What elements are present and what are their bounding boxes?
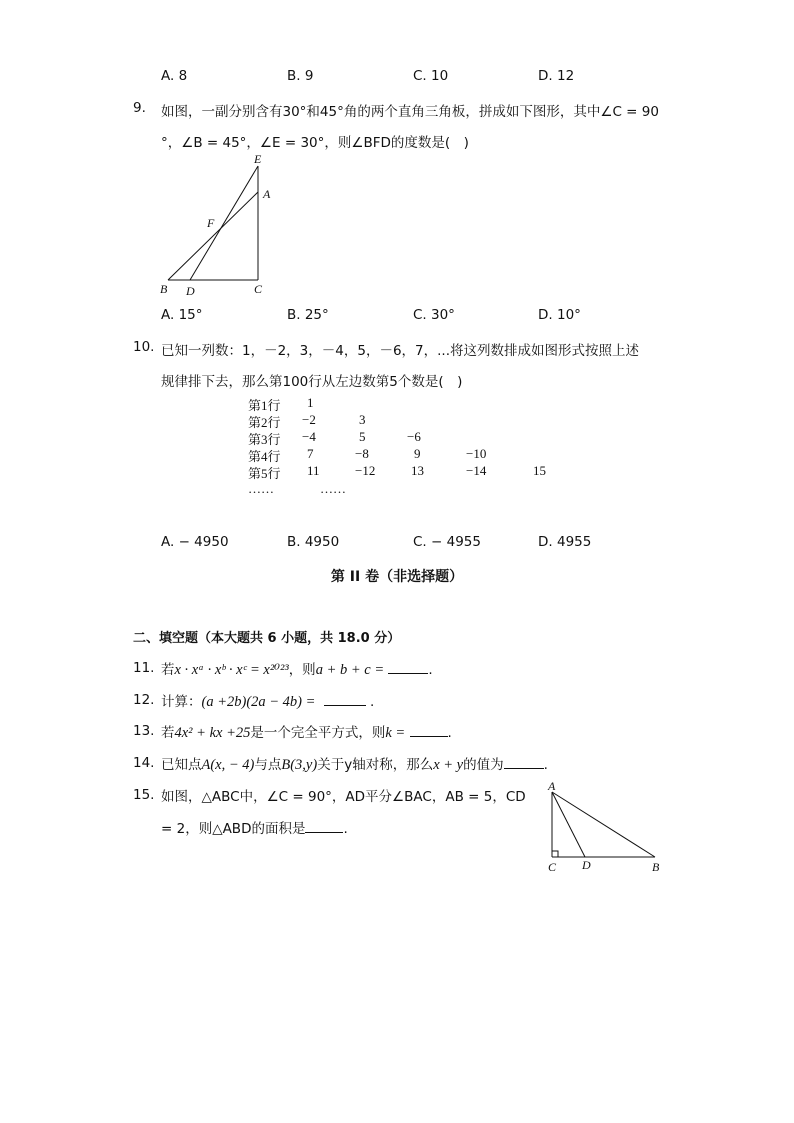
- segment-ba: [168, 192, 258, 280]
- label-d: D: [582, 858, 591, 872]
- q14-number: 14.: [133, 755, 155, 771]
- q13-expression: 4x² + kx +25: [174, 725, 251, 741]
- segment-de: [190, 166, 258, 280]
- q9-triangle-figure: [155, 150, 285, 300]
- q14-prefix: 已知点: [161, 757, 202, 773]
- q14-suffix: .: [543, 757, 548, 773]
- answer-blank[interactable]: [410, 725, 448, 737]
- label-d: D: [186, 284, 195, 298]
- q9-number: 9.: [133, 100, 146, 116]
- q13-k: k =: [385, 725, 406, 741]
- label-b: B: [652, 860, 660, 874]
- right-angle-mark: [552, 851, 558, 857]
- table-cell: −10: [466, 446, 487, 461]
- q10-option-c: C. − 4955: [413, 534, 481, 550]
- table-cell: 3: [359, 412, 366, 427]
- q10-number: 10.: [133, 339, 155, 355]
- q11-prefix: 若: [161, 662, 175, 678]
- answer-blank[interactable]: [388, 662, 428, 674]
- table-cell: −12: [355, 463, 376, 478]
- q12-number: 12.: [133, 692, 155, 708]
- q12-prefix: 计算：: [161, 694, 202, 710]
- q14-sum: x + y: [433, 757, 464, 773]
- q10-option-d: D. 4955: [538, 534, 592, 550]
- part2-heading: 二、填空题（本大题共 6 小题，共 18.0 分）: [133, 631, 401, 646]
- label-a: A: [263, 187, 271, 201]
- label-e: E: [254, 152, 262, 166]
- q13-mid: 是一个完全平方式，则: [250, 725, 386, 741]
- q10-option-a: A. − 4950: [161, 534, 229, 550]
- answer-blank[interactable]: [305, 821, 343, 833]
- table-cell: 1: [307, 395, 314, 410]
- q10-text-line2: 规律排下去，那么第100行从左边数第5个数是( ): [161, 374, 463, 390]
- row-label: 第1行: [248, 398, 281, 413]
- q11-sum: a + b + c =: [315, 662, 385, 678]
- table-cell: 13: [411, 463, 424, 478]
- q13-number: 13.: [133, 723, 155, 739]
- segment-ab: [552, 792, 655, 857]
- q10-option-b: B. 4950: [287, 534, 340, 550]
- ellipsis: ……: [320, 481, 346, 496]
- segment-ad: [552, 792, 585, 857]
- q9-option-d: D. 10°: [538, 307, 581, 323]
- row-label: 第5行: [248, 466, 281, 481]
- label-a: A: [548, 780, 556, 793]
- row-label: 第2行: [248, 415, 281, 430]
- q11-suffix: .: [428, 662, 433, 678]
- q8-option-a: A. 8: [161, 68, 188, 84]
- q15-triangle-figure: [540, 780, 670, 880]
- table-cell: −2: [302, 412, 316, 427]
- q8-option-d: D. 12: [538, 68, 575, 84]
- table-cell: 9: [414, 446, 421, 461]
- q15-text-line2: [161, 817, 348, 837]
- q14-text: [161, 753, 548, 774]
- q15-line2-text: = 2，则△ABD的面积是: [161, 821, 306, 837]
- q11-expression: x · xᵃ · xᵇ · xᶜ = x²⁰²³: [174, 662, 289, 678]
- q12-text: [161, 690, 374, 711]
- table-cell: −6: [407, 429, 421, 444]
- table-cell: 15: [533, 463, 546, 478]
- q14-mid2: 关于y轴对称，那么: [317, 757, 434, 773]
- label-c: C: [254, 282, 263, 296]
- q14-mid: 与点: [254, 757, 282, 773]
- q11-text: [161, 658, 433, 679]
- table-cell: 11: [307, 463, 320, 478]
- table-cell: 5: [359, 429, 366, 444]
- q15-number: 15.: [133, 787, 155, 803]
- label-c: C: [548, 860, 557, 874]
- q9-text-line2: °，∠B = 45°，∠E = 30°，则∠BFD的度数是( ): [161, 135, 469, 151]
- q15-suffix: .: [343, 821, 348, 837]
- answer-blank[interactable]: [324, 694, 366, 706]
- label-b: B: [160, 282, 168, 296]
- table-cell: −14: [466, 463, 487, 478]
- q13-suffix: .: [447, 725, 452, 741]
- label-f: F: [207, 216, 215, 230]
- q10-text-line1: 已知一列数：1，－2，3，－4，5，－6，7，...将这列数排成如图形式按照上述: [161, 343, 639, 359]
- q14-point-b: B(3,y): [281, 757, 318, 773]
- q11-mid: ，则: [288, 662, 316, 678]
- row-label: 第4行: [248, 449, 281, 464]
- q14-mid3: 的值为: [463, 757, 504, 773]
- q14-point-a: A(x, − 4): [201, 757, 255, 773]
- q9-option-c: C. 30°: [413, 307, 455, 323]
- answer-blank[interactable]: [504, 757, 544, 769]
- table-cell: −8: [355, 446, 369, 461]
- q11-number: 11.: [133, 660, 155, 676]
- q9-option-b: B. 25°: [287, 307, 329, 323]
- table-cell: −4: [302, 429, 316, 444]
- q12-suffix: .: [370, 694, 375, 710]
- q13-text: [161, 721, 452, 742]
- q8-option-c: C. 10: [413, 68, 449, 84]
- q12-expression: (a +2b)(2a − 4b) =: [201, 694, 316, 710]
- q8-option-b: B. 9: [287, 68, 314, 84]
- section-title: 第 II 卷（非选择题）: [330, 569, 464, 585]
- q9-text-line1: 如图，一副分别含有30°和45°角的两个直角三角板，拼成如下图形，其中∠C = 90: [161, 104, 659, 120]
- table-cell: 7: [307, 446, 314, 461]
- row-label: 第3行: [248, 432, 281, 447]
- ellipsis: ……: [248, 481, 274, 496]
- q9-option-a: A. 15°: [161, 307, 203, 323]
- q13-prefix: 若: [161, 725, 175, 741]
- q15-text-line1: 如图，△ABC中，∠C = 90°，AD平分∠BAC，AB = 5，CD: [161, 789, 526, 805]
